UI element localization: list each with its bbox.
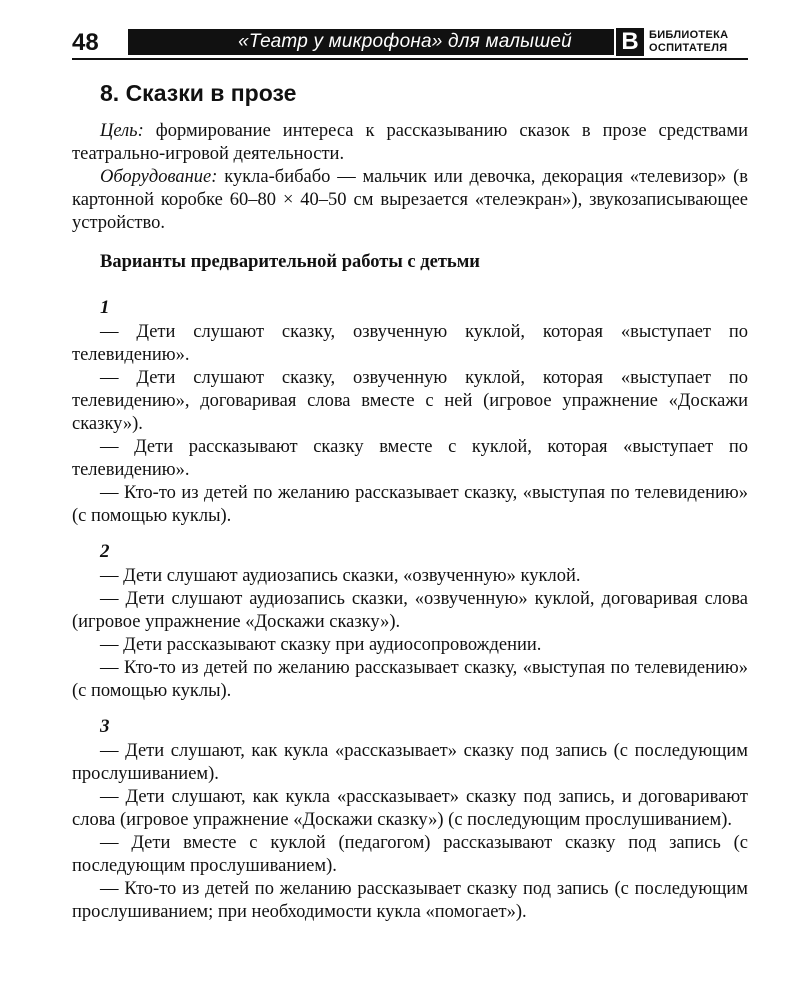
page-number: 48	[72, 29, 99, 56]
variant-number: 2	[100, 541, 110, 562]
goal-label: Цель:	[100, 121, 144, 141]
list-item: — Дети вместе с куклой (педагогом) рассказывают сказку под запись (с последующим прослушиванием).	[72, 833, 748, 876]
list-item: — Дети слушают сказку, озвученную куклой, которая «выступает по телевидению».	[72, 322, 748, 365]
list-item: — Кто-то из детей по желанию рассказывает сказку, «выступая по телевидению» (с помощью куклы).	[72, 658, 748, 701]
equipment-label: Оборудование:	[100, 167, 218, 187]
variant-number: 1	[100, 297, 110, 318]
logo-line-2: ОСПИТАТЕЛЯ	[649, 42, 728, 54]
equipment-text: кукла-бибабо — мальчик или девочка, декорация «телевизор» (в картонной коробке 60–80 × 40–50 см вырезается «телеэкран»), звукозаписывающее устройство.	[72, 167, 748, 233]
list-item: — Дети слушают аудиозапись сказки, «озвученную» куклой, договаривая слова (игровое упражнение «Доскажи сказку»).	[72, 589, 748, 632]
logo-text	[649, 29, 728, 55]
variant-number: 3	[100, 716, 110, 737]
goal-paragraph	[72, 120, 748, 166]
running-title: «Театр у микрофона» для малышей	[128, 29, 682, 55]
list-item: — Дети рассказывают сказку при аудиосопровождении.	[100, 635, 542, 655]
list-item: — Дети слушают, как кукла «рассказывает» сказку под запись (с последующим прослушиванием).	[72, 741, 748, 784]
list-item: — Дети слушают аудиозапись сказки, «озвученную» куклой.	[100, 566, 581, 586]
logo-letter: В	[616, 28, 644, 56]
subheading: Варианты предварительной работы с детьми	[100, 252, 480, 272]
list-item: — Дети слушают сказку, озвученную куклой, которая «выступает по телевидению», договаривая слова вместе с ней (игровое упражнение «Доскажи сказку»).	[72, 368, 748, 434]
logo-line-1: БИБЛИОТЕКА	[649, 29, 729, 41]
publisher-logo	[614, 27, 750, 58]
page-header	[72, 27, 748, 61]
goal-text: формирование интереса к рассказыванию сказок в прозе средствами театрально-игровой деятельности.	[72, 121, 748, 164]
section-title: 8. Сказки в прозе	[100, 80, 297, 106]
list-item: — Кто-то из детей по желанию рассказывает сказку, «выступая по телевидению» (с помощью куклы).	[72, 483, 748, 526]
list-item: — Дети рассказывают сказку вместе с куклой, которая «выступает по телевидению».	[72, 437, 748, 480]
header-rule	[72, 58, 748, 60]
equipment-paragraph	[72, 166, 748, 235]
page-content	[72, 70, 748, 924]
list-item: — Кто-то из детей по желанию рассказывает сказку под запись (с последующим прослушиванием; при необходимости кукла «помогает»).	[72, 879, 748, 922]
list-item: — Дети слушают, как кукла «рассказывает» сказку под запись, и договаривают слова (игровое упражнение «Доскажи сказку») (с последующим прослушиванием).	[72, 787, 748, 830]
